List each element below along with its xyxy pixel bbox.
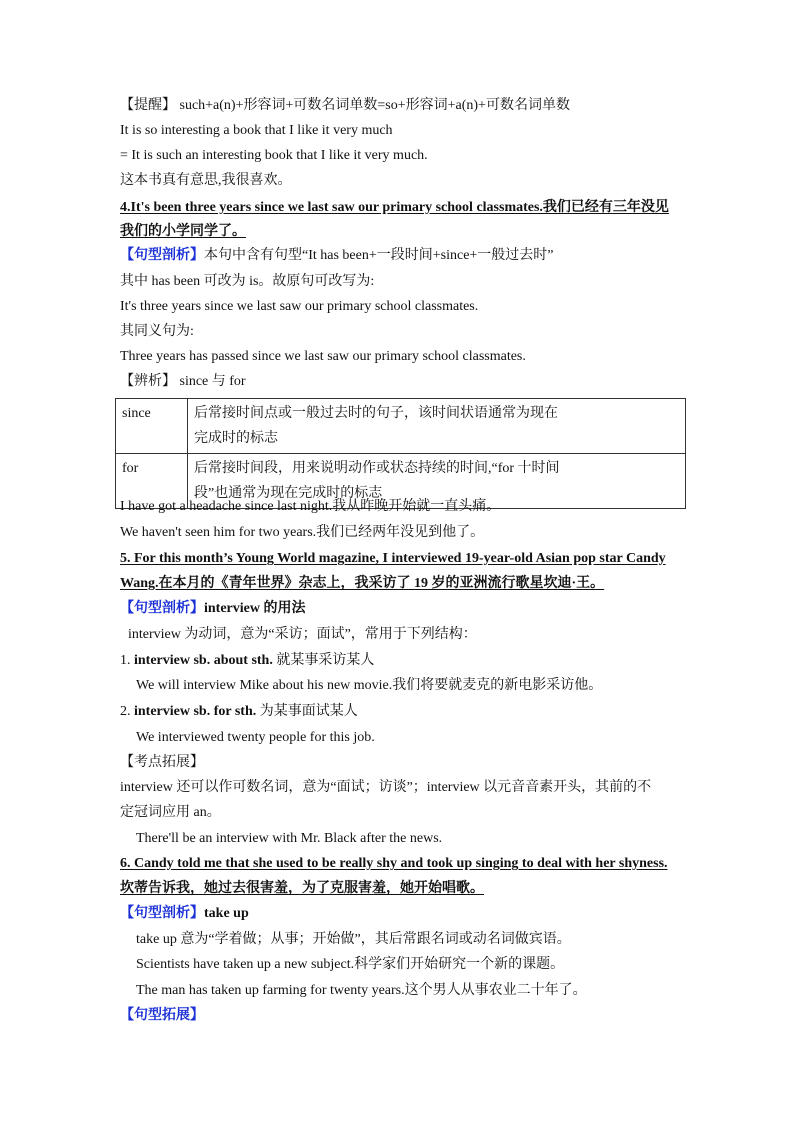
sentence-6-heading-cont: 坎蒂告诉我，她过去很害羞，为了克服害羞，她开始唱歌。 <box>120 881 484 896</box>
reminder-tag: 【提醒】 <box>120 98 176 113</box>
table-cell-word: for <box>116 454 188 509</box>
sentence-6-heading: 6. Candy told me that she used to be really shy and took up singing to deal with her shyness. <box>120 856 668 871</box>
table-row <box>116 399 686 454</box>
reminder-text: such+a(n)+形容词+可数名词单数=so+形容词+a(n)+可数名词单数 <box>179 98 570 113</box>
example-line: I have got a headache since last night.我从昨晚开始就一直头痛。 <box>120 499 501 514</box>
table-cell-desc: 后常接时间点或一般过去时的句子，该时间状语通常为现在 完成时的标志 <box>188 399 686 454</box>
distinction-text: since 与 for <box>179 374 246 389</box>
table-cell-word: since <box>116 399 188 454</box>
extension-tag: 【考点拓展】 <box>120 755 204 770</box>
distinction-line <box>120 372 246 392</box>
distinction-tag: 【辨析】 <box>120 374 176 389</box>
example-line: There'll be an interview with Mr. Black after the news. <box>136 831 443 846</box>
sentence-5-analysis <box>120 599 305 619</box>
text-line: take up 意为“学着做；从事；开始做”，其后常跟名词或动名词做宾语。 <box>136 932 571 947</box>
example-line: The man has taken up farming for twenty years.这个男人从事农业二十年了。 <box>136 983 587 998</box>
analysis-tag: 【句型剖析】 <box>120 601 204 616</box>
translation-line: 这本书真有意思,我很喜欢。 <box>120 173 292 188</box>
example-line: We interviewed twenty people for this job. <box>136 730 375 745</box>
list-item: 1. interview sb. about sth. 就某事采访某人 <box>120 653 375 668</box>
sentence-5-heading: 5. For this month’s Young World magazine, I interviewed 19-year-old Asian pop star Candy <box>120 551 666 566</box>
sentence-4-analysis <box>120 246 554 266</box>
example-line: It is so interesting a book that I like it very much <box>120 123 393 138</box>
list-item: 2. interview sb. for sth. 为某事面试某人 <box>120 704 358 719</box>
analysis-text: take up <box>204 906 249 921</box>
sentence-4-heading-cont: 我们的小学同学了。 <box>120 224 246 239</box>
example-line: = It is such an interesting book that I like it very much. <box>120 148 428 163</box>
text-line: interview 还可以作可数名词，意为“面试；访谈”；interview 以元音音素开头，其前的不 <box>120 780 652 795</box>
since-for-table <box>115 398 686 509</box>
example-line: We haven't seen him for two years.我们已经两年没见到他了。 <box>120 525 485 540</box>
extension-tag: 【句型拓展】 <box>120 1008 204 1023</box>
sentence-5-heading-cont: Wang.在本月的《青年世界》杂志上，我采访了 19 岁的亚洲流行歌星坎迪·王。 <box>120 576 605 591</box>
example-line: We will interview Mike about his new movie.我们将要就麦克的新电影采访他。 <box>136 678 603 693</box>
text-line: 其中 has been 可改为 is。故原句可改写为: <box>120 274 375 289</box>
text-line: 其同义句为: <box>120 324 194 339</box>
analysis-tag: 【句型剖析】 <box>120 248 204 263</box>
analysis-text: interview 的用法 <box>204 601 306 616</box>
sentence-6-analysis <box>120 904 249 924</box>
text-line: 定冠词应用 an。 <box>120 805 221 820</box>
analysis-tag: 【句型剖析】 <box>120 906 204 921</box>
analysis-text: 本句中含有句型“It has been+一段时间+since+一般过去时” <box>204 248 554 263</box>
sentence-4-heading: 4.It's been three years since we last saw our primary school classmates.我们已经有三年没见 <box>120 200 669 215</box>
example-line: Scientists have taken up a new subject.科学家们开始研究一个新的课题。 <box>136 957 565 972</box>
text-line: interview 为动词，意为“采访；面试”，常用于下列结构： <box>128 627 477 642</box>
reminder-line <box>120 96 570 116</box>
table-cell-desc: 后常接时间段，用来说明动作或状态持续的时间,“for 十时间 段”也通常为现在完成时的标志 <box>188 454 686 509</box>
text-line: Three years has passed since we last saw our primary school classmates. <box>120 349 526 364</box>
text-line: It's three years since we last saw our primary school classmates. <box>120 299 479 314</box>
